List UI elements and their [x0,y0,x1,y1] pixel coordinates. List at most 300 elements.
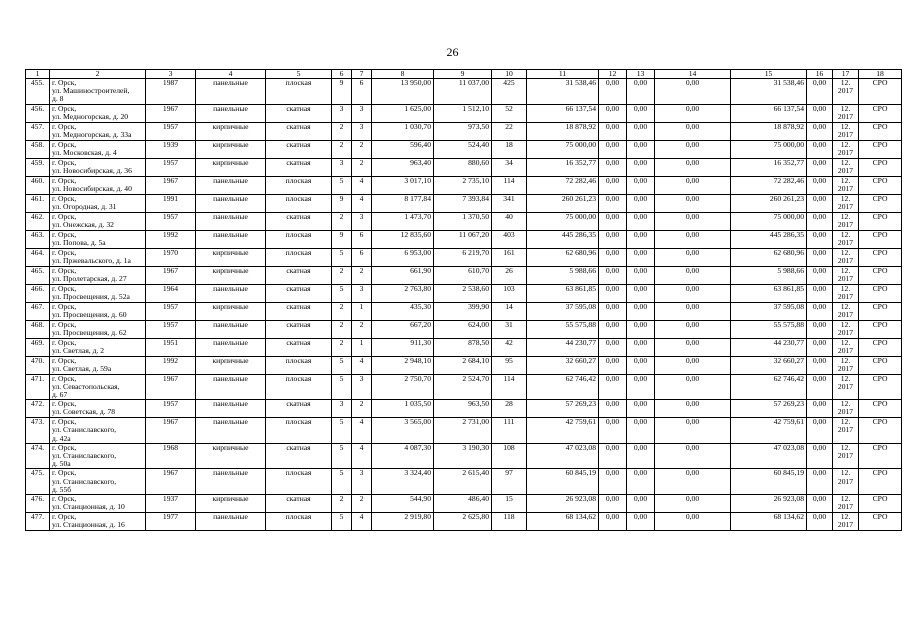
term-line: 2017 [837,237,854,247]
cell-c12: 0,00 [599,400,627,418]
term-line: 12. [840,512,851,522]
cell-c16: 0,00 [807,122,833,140]
cell-c12: 0,00 [599,356,627,374]
cell-area_res: 11 037,00 [434,79,492,105]
address-cell [50,248,146,266]
cell-floors: 9 [332,194,352,212]
term-line: 2017 [837,407,854,417]
address-line: ул. Станиславского, [52,425,117,435]
term-cell [833,374,859,400]
cell-cost: 260 261,23 [527,194,599,212]
cell-walls: панельные [196,513,266,531]
cell-people: 42 [492,338,527,356]
cell-c14: 0,00 [655,443,731,469]
cell-c14: 0,00 [655,400,731,418]
cell-roof: плоская [266,356,332,374]
cell-no: 471. [26,374,50,400]
cell-roof: плоская [266,79,332,105]
cell-area_res: 1 370,50 [434,212,492,230]
cell-roof: скатная [266,400,332,418]
cell-people: 34 [492,158,527,176]
cell-floors: 5 [332,418,352,444]
cell-roof: плоская [266,418,332,444]
cell-c14: 0,00 [655,495,731,513]
cell-year: 1957 [146,122,196,140]
cell-cost: 66 137,54 [527,104,599,122]
cell-method: СРО [859,469,902,495]
cell-people: 103 [492,284,527,302]
address-line: ул. Севастопольская, [52,381,120,391]
address-line: ул. Огородная, д. 31 [52,201,117,211]
cell-c15: 445 286,35 [731,230,807,248]
cell-c16: 0,00 [807,266,833,284]
cell-floors: 5 [332,356,352,374]
term-cell [833,212,859,230]
term-cell [833,400,859,418]
cell-floors: 9 [332,79,352,105]
address-line: ул. Станционная, д. 10 [52,502,125,512]
column-header: 14 [655,70,731,79]
cell-c14: 0,00 [655,212,731,230]
cell-roof: плоская [266,176,332,194]
column-header: 1 [26,70,50,79]
address-line: ул. Московская, д. 4 [52,147,117,157]
cell-c16: 0,00 [807,443,833,469]
address-line: г. Орск, [52,212,77,221]
cell-no: 463. [26,230,50,248]
cell-method: СРО [859,284,902,302]
term-line: 2017 [837,165,854,175]
cell-walls: панельные [196,320,266,338]
cell-c12: 0,00 [599,122,627,140]
cell-ent: 2 [352,140,372,158]
cell-no: 457. [26,122,50,140]
cell-method: СРО [859,212,902,230]
cell-year: 1957 [146,320,196,338]
cell-c12: 0,00 [599,194,627,212]
cell-floors: 2 [332,266,352,284]
address-cell [50,176,146,194]
address-line: ул. Станиславского, [52,476,117,486]
cell-walls: панельные [196,418,266,444]
address-line: ул. Просвещения, д. 52а [52,291,130,301]
cell-c12: 0,00 [599,248,627,266]
term-cell [833,284,859,302]
cell-area_total: 3 565,00 [372,418,434,444]
cell-roof: скатная [266,140,332,158]
cell-c12: 0,00 [599,302,627,320]
cell-area_total: 911,30 [372,338,434,356]
cell-cost: 42 759,61 [527,418,599,444]
cell-method: СРО [859,320,902,338]
address-cell [50,140,146,158]
cell-method: СРО [859,443,902,469]
cell-c13: 0,00 [627,374,655,400]
cell-method: СРО [859,374,902,400]
cell-method: СРО [859,266,902,284]
term-line: 2017 [837,425,854,435]
address-line: г. Орск, [52,176,77,185]
cell-c14: 0,00 [655,418,731,444]
cell-walls: панельные [196,212,266,230]
cell-cost: 72 282,46 [527,176,599,194]
address-cell [50,338,146,356]
cell-year: 1957 [146,212,196,230]
cell-ent: 2 [352,158,372,176]
term-line: 12. [840,78,851,87]
cell-year: 1987 [146,79,196,105]
cell-area_res: 963,50 [434,400,492,418]
cell-c16: 0,00 [807,469,833,495]
table-row [26,212,902,230]
address-line: ул. Онежская, д. 32 [52,219,114,229]
address-cell [50,400,146,418]
address-cell [50,158,146,176]
cell-walls: панельные [196,176,266,194]
cell-c12: 0,00 [599,374,627,400]
cell-no: 476. [26,495,50,513]
cell-no: 461. [26,194,50,212]
table-row [26,176,902,194]
table-row [26,248,902,266]
cell-roof: скатная [266,158,332,176]
cell-c15: 16 352,77 [731,158,807,176]
address-line: г. Орск, [52,338,77,347]
cell-floors: 3 [332,158,352,176]
cell-area_res: 2 538,60 [434,284,492,302]
table-row [26,320,902,338]
term-line: 12. [840,212,851,221]
address-line: ул. Пролетарская, д. 27 [52,273,127,283]
cell-roof: скатная [266,320,332,338]
column-header: 17 [833,70,859,79]
cell-people: 403 [492,230,527,248]
cell-c12: 0,00 [599,469,627,495]
column-header: 8 [372,70,434,79]
cell-area_total: 3 017,10 [372,176,434,194]
cell-people: 118 [492,513,527,531]
cell-c15: 63 861,85 [731,284,807,302]
cell-people: 22 [492,122,527,140]
cell-area_res: 3 190,30 [434,443,492,469]
cell-year: 1967 [146,266,196,284]
cell-c15: 42 759,61 [731,418,807,444]
term-line: 12. [840,158,851,167]
cell-ent: 4 [352,418,372,444]
cell-c12: 0,00 [599,140,627,158]
cell-c15: 62 746,42 [731,374,807,400]
cell-year: 1992 [146,230,196,248]
cell-c12: 0,00 [599,212,627,230]
cell-floors: 5 [332,469,352,495]
cell-method: СРО [859,495,902,513]
cell-floors: 3 [332,400,352,418]
cell-area_res: 610,70 [434,266,492,284]
cell-c14: 0,00 [655,266,731,284]
cell-year: 1957 [146,302,196,320]
cell-area_total: 2 750,70 [372,374,434,400]
cell-no: 459. [26,158,50,176]
term-cell [833,266,859,284]
cell-ent: 6 [352,248,372,266]
cell-area_res: 2 524,70 [434,374,492,400]
address-line: ул. Пржевальского, д. 1а [52,255,131,265]
term-line: 2017 [837,476,854,486]
table-row [26,230,902,248]
cell-roof: скатная [266,266,332,284]
term-line: 12. [840,248,851,257]
cell-no: 466. [26,284,50,302]
cell-c16: 0,00 [807,374,833,400]
address-line: д. 55б [52,484,72,494]
term-line: 12. [840,302,851,311]
address-line: г. Орск, [52,230,77,239]
cell-area_res: 878,50 [434,338,492,356]
cell-year: 1967 [146,104,196,122]
term-cell [833,513,859,531]
cell-c12: 0,00 [599,79,627,105]
cell-c14: 0,00 [655,320,731,338]
cell-method: СРО [859,158,902,176]
term-line: 2017 [837,147,854,157]
cell-c14: 0,00 [655,338,731,356]
cell-floors: 5 [332,248,352,266]
address-cell [50,212,146,230]
cell-c16: 0,00 [807,356,833,374]
cell-c14: 0,00 [655,513,731,531]
table-row [26,418,902,444]
term-line: 2017 [837,183,854,193]
cell-c16: 0,00 [807,104,833,122]
cell-floors: 5 [332,284,352,302]
table-row [26,356,902,374]
term-line: 2017 [837,255,854,265]
cell-cost: 75 000,00 [527,212,599,230]
cell-c16: 0,00 [807,513,833,531]
table-row [26,194,902,212]
cell-area_res: 2 615,40 [434,469,492,495]
cell-floors: 2 [332,302,352,320]
cell-walls: кирпичные [196,158,266,176]
cell-cost: 5 988,66 [527,266,599,284]
column-header: 6 [332,70,352,79]
cell-cost: 47 023,08 [527,443,599,469]
address-line: г. Орск, [52,122,77,131]
term-cell [833,104,859,122]
cell-people: 18 [492,140,527,158]
term-line: 2017 [837,363,854,373]
cell-people: 97 [492,469,527,495]
cell-area_res: 2 625,80 [434,513,492,531]
cell-c14: 0,00 [655,194,731,212]
cell-walls: кирпичные [196,356,266,374]
cell-floors: 2 [332,338,352,356]
term-line: 2017 [837,345,854,355]
cell-c12: 0,00 [599,104,627,122]
cell-area_total: 544,90 [372,495,434,513]
cell-c13: 0,00 [627,176,655,194]
cell-roof: плоская [266,374,332,400]
column-header: 11 [527,70,599,79]
cell-c15: 5 988,66 [731,266,807,284]
address-line: ул. Машиностроителей, [52,86,130,96]
address-cell [50,284,146,302]
cell-ent: 3 [352,212,372,230]
cell-floors: 2 [332,320,352,338]
cell-floors: 2 [332,495,352,513]
cell-floors: 5 [332,176,352,194]
address-cell [50,194,146,212]
cell-people: 28 [492,400,527,418]
cell-cost: 37 595,08 [527,302,599,320]
cell-ent: 4 [352,513,372,531]
cell-c12: 0,00 [599,443,627,469]
address-line: г. Орск, [52,248,77,257]
term-cell [833,495,859,513]
address-cell [50,356,146,374]
column-header: 18 [859,70,902,79]
cell-cost: 16 352,77 [527,158,599,176]
cell-method: СРО [859,302,902,320]
cell-ent: 4 [352,176,372,194]
cell-roof: скатная [266,495,332,513]
address-line: г. Орск, [52,468,77,478]
cell-c13: 0,00 [627,400,655,418]
cell-ent: 1 [352,302,372,320]
address-line: д. 67 [52,390,68,400]
cell-c16: 0,00 [807,79,833,105]
cell-area_total: 8 177,84 [372,194,434,212]
term-line: 2017 [837,520,854,530]
cell-year: 1957 [146,400,196,418]
register-table [25,69,902,531]
term-line: 12. [840,399,851,409]
cell-cost: 31 538,46 [527,79,599,105]
cell-c14: 0,00 [655,79,731,105]
cell-c13: 0,00 [627,302,655,320]
cell-c12: 0,00 [599,266,627,284]
cell-c12: 0,00 [599,176,627,194]
table-row [26,338,902,356]
address-cell [50,302,146,320]
cell-cost: 55 575,88 [527,320,599,338]
address-cell [50,320,146,338]
cell-no: 464. [26,248,50,266]
cell-walls: панельные [196,194,266,212]
address-line: д. 50а [52,459,71,469]
term-line: 2017 [837,111,854,121]
cell-c13: 0,00 [627,320,655,338]
term-line: 12. [840,320,851,329]
cell-year: 1992 [146,356,196,374]
table-row [26,374,902,400]
cell-c14: 0,00 [655,230,731,248]
cell-c16: 0,00 [807,158,833,176]
cell-cost: 44 230,77 [527,338,599,356]
cell-cost: 18 878,92 [527,122,599,140]
cell-c14: 0,00 [655,176,731,194]
cell-area_total: 435,30 [372,302,434,320]
cell-method: СРО [859,194,902,212]
term-line: 12. [840,374,851,383]
term-cell [833,443,859,469]
cell-c15: 75 000,00 [731,140,807,158]
cell-no: 467. [26,302,50,320]
cell-area_res: 486,40 [434,495,492,513]
cell-no: 477. [26,513,50,531]
cell-no: 469. [26,338,50,356]
cell-area_total: 2 763,80 [372,284,434,302]
cell-area_total: 1 035,50 [372,400,434,418]
cell-ent: 6 [352,79,372,105]
cell-ent: 4 [352,194,372,212]
cell-c15: 55 575,88 [731,320,807,338]
cell-ent: 3 [352,469,372,495]
cell-c12: 0,00 [599,418,627,444]
cell-c13: 0,00 [627,79,655,105]
cell-c15: 66 137,54 [731,104,807,122]
term-cell [833,140,859,158]
cell-cost: 26 923,08 [527,495,599,513]
cell-c16: 0,00 [807,230,833,248]
table-row [26,495,902,513]
cell-people: 40 [492,212,527,230]
cell-no: 468. [26,320,50,338]
table-row [26,443,902,469]
cell-c15: 44 230,77 [731,338,807,356]
table-row [26,513,902,531]
column-header: 13 [627,70,655,79]
cell-people: 31 [492,320,527,338]
address-cell [50,418,146,444]
cell-year: 1964 [146,284,196,302]
term-cell [833,122,859,140]
cell-year: 1957 [146,158,196,176]
cell-walls: кирпичные [196,443,266,469]
cell-walls: панельные [196,374,266,400]
cell-area_res: 1 512,10 [434,104,492,122]
cell-c15: 32 660,27 [731,356,807,374]
term-line: 2017 [837,381,854,391]
cell-c16: 0,00 [807,248,833,266]
cell-area_res: 880,60 [434,158,492,176]
term-line: 12. [840,494,851,504]
cell-walls: кирпичные [196,140,266,158]
cell-no: 475. [26,469,50,495]
cell-c14: 0,00 [655,284,731,302]
cell-people: 95 [492,356,527,374]
cell-c13: 0,00 [627,469,655,495]
cell-c16: 0,00 [807,176,833,194]
address-cell [50,104,146,122]
cell-no: 472. [26,400,50,418]
cell-roof: плоская [266,513,332,531]
cell-area_total: 1 473,70 [372,212,434,230]
cell-ent: 2 [352,320,372,338]
cell-area_total: 13 950,00 [372,79,434,105]
cell-ent: 2 [352,495,372,513]
cell-c13: 0,00 [627,212,655,230]
address-line: д. 8 [52,94,64,104]
cell-walls: панельные [196,79,266,105]
term-line: 2017 [837,502,854,512]
table-row [26,284,902,302]
cell-walls: кирпичные [196,495,266,513]
term-line: 12. [840,230,851,239]
cell-c16: 0,00 [807,400,833,418]
header-row [26,70,902,79]
address-line: г. Орск, [52,104,77,113]
